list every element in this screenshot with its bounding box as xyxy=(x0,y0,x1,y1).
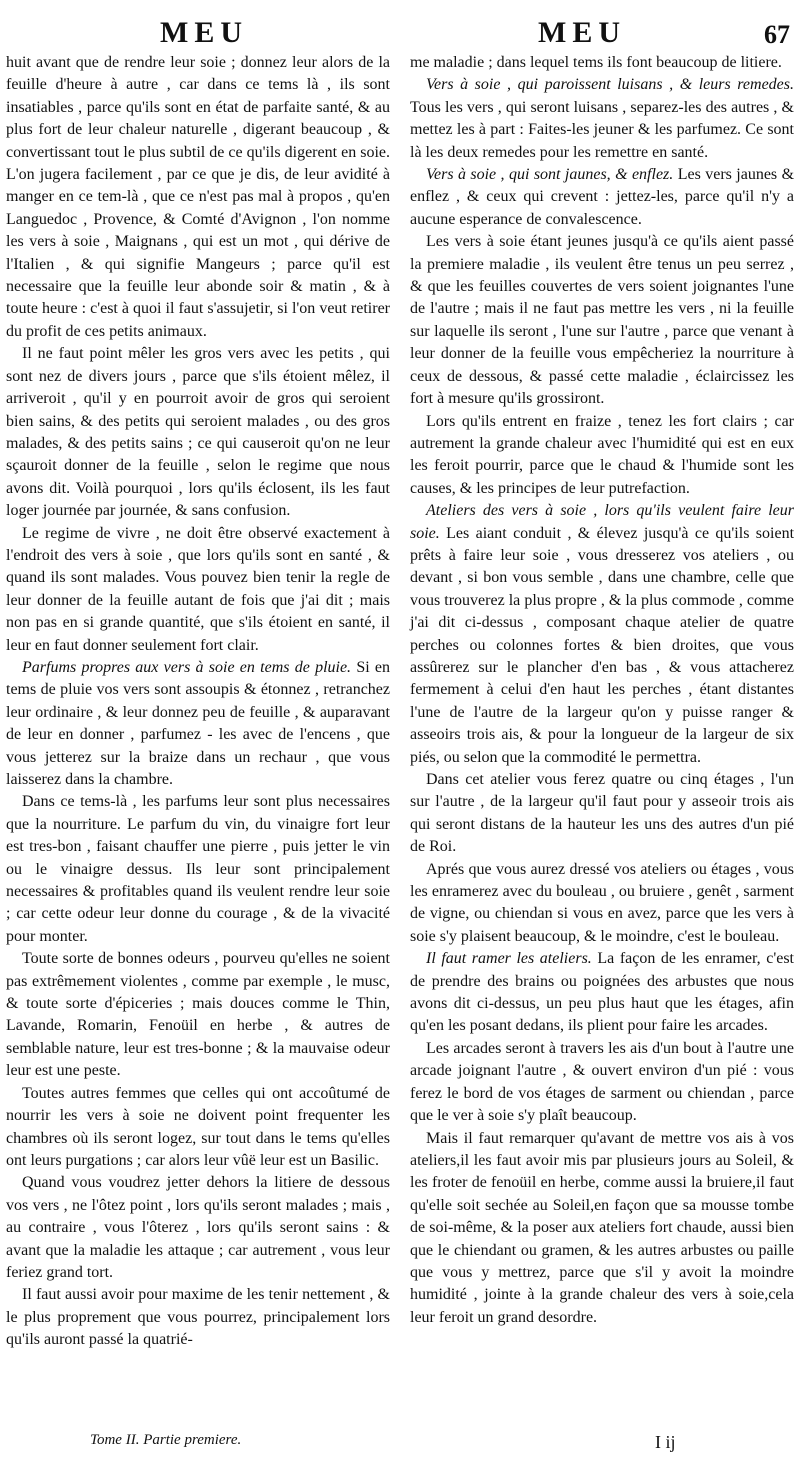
paragraph xyxy=(410,1128,794,1330)
running-head-right: MEU xyxy=(538,16,626,49)
paragraph xyxy=(6,52,390,343)
paragraph-text: Aprés que vous aurez dressé vos ateliers ou étages , vous les enramerez avec du bouleau , ou bruiere , genêt , sarment de vigne, ou chiendan si vous en avez, parce que les vers à soie s'y plaisent beaucoup, & le moindre, c'est le bouleau. xyxy=(410,860,794,945)
paragraph-text: Si en tems de pluie vos vers sont assoupis & étonnez , retranchez leur ordinaire , & leur donnez peu de feuille , & auparavant de leur en donner , parfumez - les avec de l'encens , que vous jetterez sur la braize dans un rechaur , que vous laisserez dans la chambre. xyxy=(6,658,391,788)
paragraph xyxy=(410,74,794,164)
paragraph-text: huit avant que de rendre leur soie ; donnez leur alors de la feuille d'heure à autre , car dans ce tems là , ils sont insatiables , parce qu'ils sont en état de parfaite santé, & au plus fort de leur chaleur naturelle , digerant beaucoup , & convertissant tout le plus subtil de ce qu'ils digerent en soie. L'on jugera facilement , par ce que je dis, de leur avidité à manger en ce tem-là , que ce n'est pas mal à propos , qu'en Languedoc , Provence, & Comté d'Avignon , l'on nomme les vers à soie , Maignans , qui est un mot , qui dérive de l'Italien , & qui signifie Mangeurs ; parce qu'il est necessaire que la feuille leur abonde soir & matin , & à toute heure : c'est à quoi il faut s'assujetir, si l'on veut retirer du profit de ces petits animaux. xyxy=(6,54,390,340)
page-number: 67 xyxy=(764,20,790,49)
paragraph-text: Toute sorte de bonnes odeurs , pourveu qu'elles ne soient pas extrêmement violentes , comme par exemple , le musc, & toute sorte d'épiceries ; mais douces comme le Thin, Lavande, Romarin, Fenoüil en herbe , & autres de semblable nature, leur est tres-bonne ; & la mauvaise odeur leur est une peste. xyxy=(6,950,390,1080)
paragraph-text: me maladie ; dans lequel tems ils font beaucoup de litiere. xyxy=(410,54,782,71)
paragraph-text: Dans cet atelier vous ferez quatre ou cinq étages , l'un sur l'autre , de la largeur qu'il faut pour y asseoir trois ais qui seront distans de la hauteur les uns des autres d'un pié de Roi. xyxy=(410,771,794,856)
paragraph xyxy=(410,1038,794,1128)
paragraph xyxy=(410,769,794,859)
paragraph xyxy=(410,52,794,74)
paragraph-text: Mais il faut remarquer qu'avant de mettre vos ais à vos ateliers,il les faut avoir mis par plusieurs jours au Soleil, & les froter de fenoüil en herbe, comme aussi la bruiere,il faut qu'elle soit sechée au Soleil,en façon que sa mousse tombe de soi-même, & la poser aux ateliers fort chaude, aussi bien que le chiendant ou gramen, & les autres arbustes ou paille que vous y mettrez, parce que s'il y avoit la moindre humidité , jointe à la grande chaleur des vers à soie,cela leur feroit un grand desordre. xyxy=(410,1129,794,1326)
paragraph-text: Les arcades seront à travers les ais d'un bout à l'autre une arcade joignant l'autre , & ouvert environ d'un pié : vous ferez le bord de vos étages de sarment ou chiendan , parce que le ver à soie s'y plaît beaucoup. xyxy=(410,1039,794,1125)
signature-mark: I ij xyxy=(655,1432,676,1452)
paragraph xyxy=(6,343,390,522)
paragraph-text: Toutes autres femmes que celles qui ont accoûtumé de nourrir les vers à soie ne doivent point frequenter les chambres où ils seront logez, sur tout dans le tems qu'elles ont leurs purgations ; car alors leur vûë leur est un Basilic. xyxy=(6,1084,390,1169)
paragraph xyxy=(410,231,794,410)
marginal-heading: Ateliers des vers à soie , lors qu'ils veulent faire leur soie. xyxy=(410,502,794,542)
paragraph xyxy=(410,948,794,1038)
paragraph xyxy=(6,791,390,948)
marginal-heading: Vers à soie , qui sont jaunes, & enflez. xyxy=(426,166,674,184)
paragraph xyxy=(410,411,794,501)
paragraph-text: Quand vous voudrez jetter dehors la litiere de dessous vos vers , ne l'ôtez point , lors qu'ils seront malades ; mais , au contraire , vous l'ôterez , lors qu'ils seront sains : & avant que la maladie les attaque ; car autrement , vous leur feriez grand tort. xyxy=(6,1174,390,1281)
paragraph xyxy=(6,948,390,1082)
paragraph-text: Les vers jaunes & enflez , & ceux qui crevent : jettez-les, parce qu'il n'y a aucune esperance de convalescence. xyxy=(410,166,795,228)
paragraph xyxy=(410,859,794,949)
marginal-heading: Parfums propres aux vers à soie en tems de pluie. xyxy=(22,658,352,676)
paragraph-text: Les vers à soie étant jeunes jusqu'à ce qu'ils aient passé la premiere maladie , ils veulent être tenus un peu serrez , & que les feuilles couvertes de vers soient joignantes l'une de l'autre ; mais il ne faut pas mettre les vers , ni la feuille sur laquelle ils seront , l'une sur l'autre , parce que venant à leur donner de la feuille vous empêcheriez la nourriture à ceux de dessous, & passé cette maladie , éclaircissez les fort à mesure qu'ils grossiront. xyxy=(410,233,794,408)
paragraph-text: Le regime de vivre , ne doit être observé exactement à l'endroit des vers à soie , que lors qu'ils sont en santé , & quand ils sont malades. Vous pouvez bien tenir la regle de leur donner de la feuille autant de fois que j'ai dit ; mais non pas en si grande quantité, que s'ils étoient en santé, il leur en faut donner seulement fort clair. xyxy=(6,524,390,654)
left-column xyxy=(6,52,390,1352)
marginal-heading: Vers à soie , qui paroissent luisans , & leurs remedes. xyxy=(426,76,794,94)
paragraph xyxy=(6,523,390,657)
paragraph xyxy=(6,657,390,791)
paragraph-text: Il ne faut point mêler les gros vers avec les petits , qui sont nez de divers jours , parce que s'ils étoient mêlez, il arriveroit , qu'il y en pourroit avoir de gros qui seroient bien sains, & des petits qui seroient malades , ou des gros malades, & des petits sains ; ce qui causeroit qu'on ne leur sçauroit donner de la feuille , selon le regime que nous avons dit. Voilà pourquoi , lors qu'ils éclosent, ils les faut loger journée par journée, & sans confusion. xyxy=(6,345,390,520)
paragraph-text: Les aiant conduit , & élevez jusqu'à ce qu'ils soient prêts à faire leur soie , vous dresserez vos ateliers , ou devant , si bon vous semble , dans une chambre, celle que vous trouverez la plus propre , & la plus commode , comme j'ai dit ci-dessus , composant chaque atelier de quatre perches ou colonnes fortes & bien droites, que vous assûrerez sur le plancher d'en bas , & vous attacherez fermement à celui d'en haut les perches , étant distantes l'une de l'autre de la largeur qu'on y puisse ranger & asseoirs trois ais, & pour la longueur de la largeur de six piés, ou selon que la commodité le permettra. xyxy=(410,524,795,766)
marginal-heading: Il faut ramer les ateliers. xyxy=(426,950,592,968)
running-head-left: MEU xyxy=(160,16,248,49)
paragraph xyxy=(410,164,794,231)
paragraph-text: Il faut aussi avoir pour maxime de les tenir nettement , & le plus proprement que vous pourrez, principalement lors qu'ils auront passé la quatrié- xyxy=(6,1286,390,1349)
paragraph xyxy=(410,500,794,769)
paragraph-text: Tous les vers , qui seront luisans , separez-les des autres , & mettez les à part : Faites-les jeuner & les parfumez. Ce sont là les deux remedes pour les remettre en santé. xyxy=(410,98,794,161)
paragraph xyxy=(6,1172,390,1284)
paragraph-text: La façon de les enramer, c'est de prendre des brains ou poignées des arbustes que nous avons dit ci-dessus, un peu plus haut que les étages, afin qu'en les posant dedans, ils plient pour faire les arcades. xyxy=(410,950,795,1035)
paragraph xyxy=(6,1083,390,1173)
paragraph-text: Dans ce tems-là , les parfums leur sont plus necessaires que la nourriture. Le parfum du vin, du vinaigre fort leur est tres-bon , faisant chauffer une pierre , puis jetter le vin ou le vinaigre dessus. Ils leur sont principalement necessaires & profitables quand ils veulent rendre leur soie ; car cette odeur leur donne du courage , & de la vivacité pour monter. xyxy=(6,793,390,945)
paragraph xyxy=(6,1284,390,1351)
right-column xyxy=(410,52,794,1329)
paragraph-text: Lors qu'ils entrent en fraize , tenez les fort clairs ; car autrement la grande chaleur avec l'humidité qui est en eux les feroit pourrir, parce que le chaud & l'humide sont les causes, & les principes de leur putrefaction. xyxy=(410,412,794,497)
volume-footer: Tome II. Partie premiere. xyxy=(90,1432,242,1448)
